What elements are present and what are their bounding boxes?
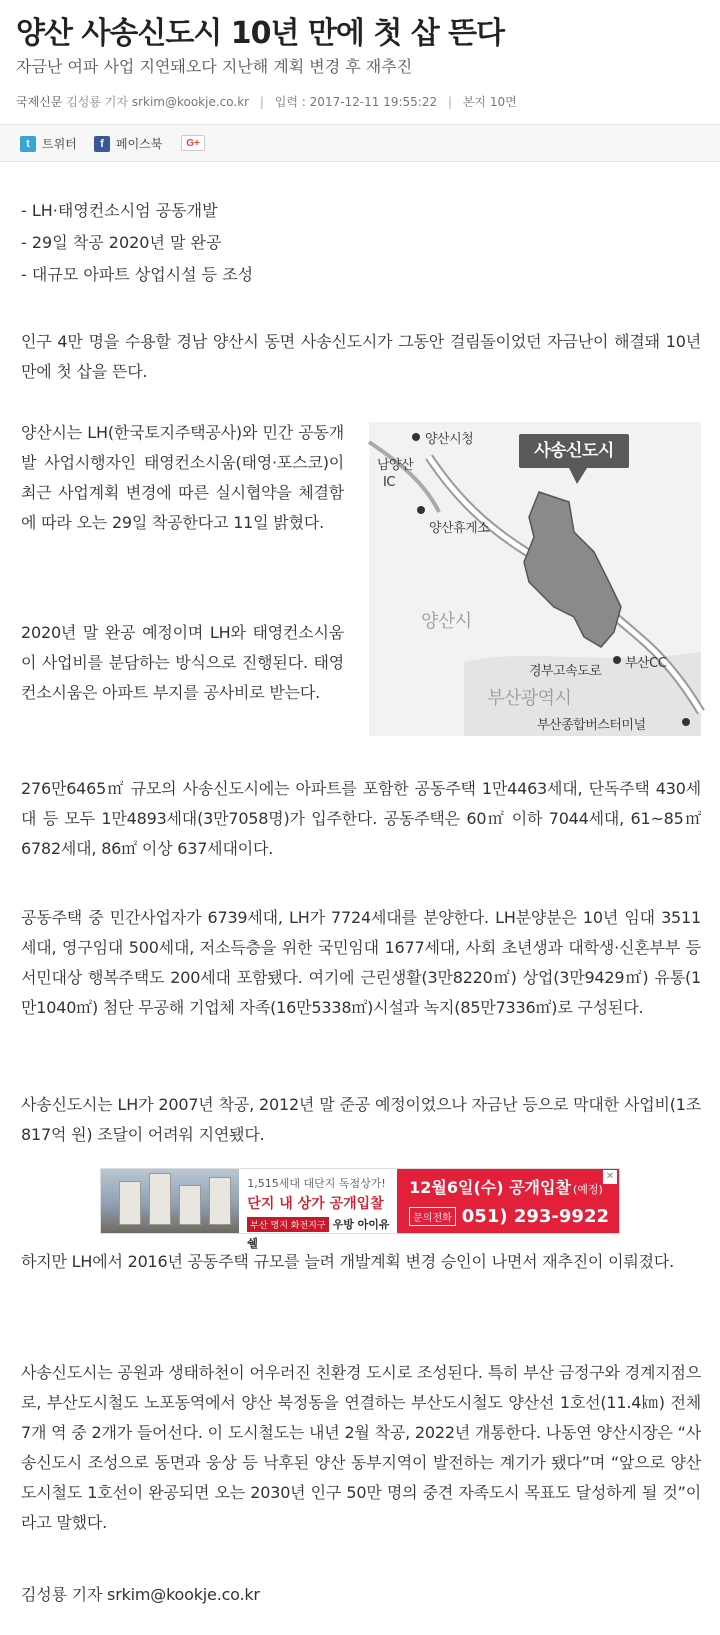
meta-separator: | (447, 95, 452, 109)
article-meta (16, 93, 517, 110)
summary-bullets (21, 195, 701, 291)
ad-info (397, 1169, 619, 1233)
ad-inquiry-label: 문의전화 (409, 1207, 456, 1226)
article-signature: 김성룡 기자 srkim@kookje.co.kr (21, 1585, 260, 1604)
share-facebook-label: 페이스북 (116, 137, 163, 151)
ad-building-image (101, 1169, 239, 1233)
map-label-yangsan: 양산시 (421, 611, 472, 632)
meta-reporter-link[interactable]: 김성룡 기자 (66, 95, 128, 109)
summary-bullet: - 대규모 아파트 상업시설 등 조성 (21, 265, 254, 284)
article-headline: 양산 사송신도시 10년 만에 첫 삽 뜬다 (16, 16, 505, 51)
map-dot-cityhall (412, 433, 420, 441)
map-dot-restarea (417, 506, 425, 514)
twitter-icon: t (20, 136, 36, 152)
map-dot-busancc (613, 656, 621, 664)
map-callout: 사송신도시 (519, 434, 629, 468)
map-label-expressway: 경부고속도로 (529, 664, 602, 679)
map-label-terminal: 부산종합버스터미널 (537, 718, 646, 733)
article-paragraph: 276만6465㎡ 규모의 사송신도시에는 아파트를 포함한 공동주택 1만4463세대, 단독주택 430세대 등 모두 1만4893세대(3만7058명)가 입주한다. 공동주택은 60㎡ 이하 7044세대, 61~85㎡ 6782세대, 86㎡ 이상 637세대이다. (21, 779, 701, 858)
map-label-busanmetro: 부산광역시 (487, 688, 572, 709)
map-label-busancc: 부산CC (625, 656, 667, 671)
meta-input-label: 입력 : (274, 95, 306, 109)
share-googleplus-button[interactable] (181, 135, 211, 151)
ad-line2: 단지 내 상가 공개입찰 (247, 1196, 384, 1212)
summary-bullet: - 29일 착공 2020년 말 완공 (21, 233, 222, 252)
ad-line1: 1,515세대 대단지 독점상가! (247, 1177, 386, 1190)
article-paragraph: 인구 4만 명을 수용할 경남 양산시 동면 사송신도시가 그동안 걸림돌이었던 자금난이 해결돼 10년 만에 첫 삽을 뜬다. (21, 332, 701, 381)
share-bar (0, 124, 720, 162)
article-paragraph: 사송신도시는 공원과 생태하천이 어우러진 친환경 도시로 조성된다. 특히 부산 금정구와 경계지점으로, 부산도시철도 노포동역에서 양산 북정동을 연결하는 부산도시철도 양산선 1호선(11.4㎞) 전체 7개 역 중 2개가 들어선다. 이 도시철도는 내년 2월 착공, 2022년 개통한다. 나동연 양산시장은 “사송신도시 조성으로 동면과 웅상 등 낙후된 양산 동부지역이 발전하는 계기가 됐다”며 “앞으로 양산도시철도 1호선이 완공되면 오는 2030년 인구 50만 명의 중견 자족도시 목표도 달성하게 될 것”이라고 말했다. (21, 1363, 701, 1532)
ad-location-tag: 부산 명지 화전지구 (247, 1217, 328, 1232)
map-label-restarea: 양산휴게소 (429, 521, 490, 536)
article-subhead: 자금난 여파 사업 지연돼오다 지난해 계획 변경 후 재추진 (16, 57, 413, 76)
ad-banner[interactable] (100, 1168, 620, 1250)
article-paragraph: 사송신도시는 LH가 2007년 착공, 2012년 말 준공 예정이었으나 자금난 등으로 막대한 사업비(1조817억 원) 조달이 어려워 지연됐다. (21, 1095, 701, 1144)
ad-close-icon[interactable]: ✕ (603, 1170, 617, 1184)
article-paragraph: 공동주택 중 민간사업자가 6739세대, LH가 7724세대를 분양한다. LH분양분은 10년 임대 3511세대, 영구임대 500세대, 저소득층을 위한 국민임대 1677세대, 사회 초년생과 대학생·신혼부부 등 서민대상 행복주택도 200세대 포함됐다. 여기에 근린생활(3만8220㎡) 상업(3만9429㎡) 유통(1만1040㎡) 첨단 무공해 기업체 자족(16만5338㎡)시설과 녹지(85만7336㎡)로 구성된다. (21, 908, 701, 1017)
meta-source: 국제신문 (16, 95, 63, 109)
map-label-namyangsan: 남양산 (377, 458, 414, 473)
share-facebook-button[interactable] (94, 135, 162, 152)
meta-datetime: 2017-12-11 19:55:22 (309, 95, 438, 109)
ad-phone: 051) 293-9922 (461, 1206, 609, 1227)
meta-email: srkim@kookje.co.kr (131, 95, 250, 109)
ad-brand: 우방 아이유쉘 (247, 1218, 390, 1250)
map-label-ic: IC (383, 475, 395, 490)
meta-separator: | (259, 95, 264, 109)
ad-copy (239, 1169, 397, 1250)
article-paragraph: 양산시는 LH(한국토지주택공사)와 민간 공동개발 사업시행자인 태영컨소시움(태영·포스코)이 최근 사업계획 변경에 따른 실시협약을 체결함에 따라 오는 29일 착공한다고 11일 밝혔다. (21, 423, 344, 532)
ad-date-note: (예정) (572, 1183, 603, 1196)
summary-bullet: - LH·태영컨소시엄 공동개발 (21, 201, 218, 220)
map-dot-terminal (682, 718, 690, 726)
article-paragraph: 하지만 LH에서 2016년 공동주택 규모를 늘려 개발계획 변경 승인이 나면서 재추진이 이뤄졌다. (21, 1252, 675, 1271)
share-twitter-label: 트위터 (42, 137, 77, 151)
facebook-icon: f (94, 136, 110, 152)
article-paragraph: 2020년 말 완공 예정이며 LH와 태영컨소시움이 사업비를 분담하는 방식으로 진행된다. 태영컨소시움은 아파트 부지를 공사비로 받는다. (21, 623, 344, 702)
map-label-cityhall: 양산시청 (425, 432, 474, 447)
share-twitter-button[interactable] (20, 135, 77, 152)
ad-date: 12월6일(수) 공개입찰 (409, 1178, 571, 1197)
location-map (369, 422, 701, 736)
meta-page: 본지 10면 (462, 95, 517, 109)
google-plus-icon: G+ (181, 135, 205, 151)
